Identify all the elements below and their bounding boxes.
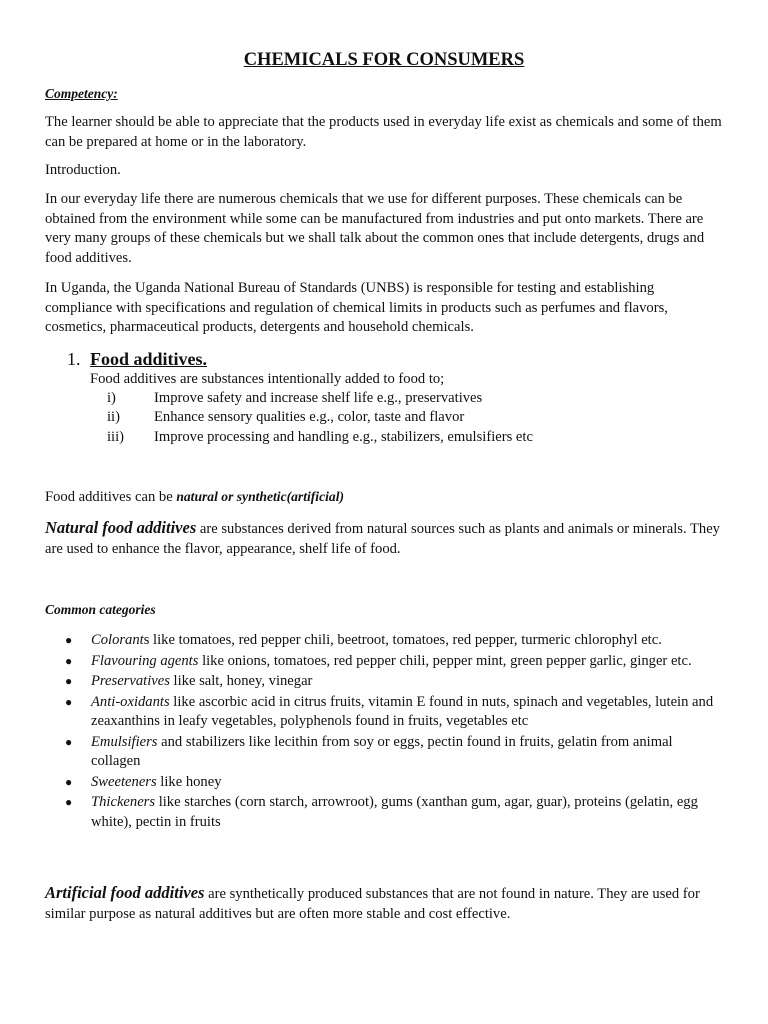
bullet-icon: ● bbox=[65, 653, 73, 668]
category-term: Anti-oxidants bbox=[91, 693, 170, 710]
intro-paragraph: In our everyday life there are numerous chemicals that we use for different purposes. These chemicals can be obtained from the environment while some can be manufactured from industries and put onto markets. There are very many groups of these chemicals but we shall talk about the common ones that include detergents, drugs and food additives. bbox=[45, 191, 705, 266]
natural-additives-paragraph bbox=[45, 518, 725, 559]
artificial-term: Artificial food additives bbox=[45, 883, 205, 902]
category-term: Flavouring agents bbox=[91, 652, 199, 669]
section-heading-text: Food additives. bbox=[90, 349, 208, 369]
list-item bbox=[45, 733, 725, 772]
purpose-marker: ii) bbox=[107, 409, 120, 425]
categories-list bbox=[45, 631, 725, 833]
types-emphasis: natural or synthetic(artificial) bbox=[176, 489, 344, 504]
page-title: CHEMICALS FOR CONSUMERS bbox=[243, 50, 525, 70]
list-item bbox=[45, 773, 725, 793]
bullet-icon: ● bbox=[65, 633, 73, 647]
list-item bbox=[45, 672, 725, 692]
category-text: like salt, honey, vinegar bbox=[169, 673, 313, 689]
competency-label: Competency: bbox=[45, 86, 118, 101]
purpose-text: Improve safety and increase shelf life e.g., preservatives bbox=[154, 390, 483, 406]
bullet-icon: ● bbox=[65, 694, 73, 709]
types-lead: Food additives can be bbox=[45, 489, 177, 505]
category-term: Sweeteners bbox=[91, 773, 157, 790]
bullet-icon: ● bbox=[65, 774, 73, 789]
category-text: like starches (corn starch, arrowroot), gums (xanthan gum, agar, guar), proteins (gelatin, egg white), pectin in fruits bbox=[91, 794, 698, 830]
bullet-icon: ● bbox=[65, 674, 73, 688]
list-item bbox=[45, 693, 725, 732]
list-item bbox=[45, 652, 725, 672]
category-term: Thickeners bbox=[91, 794, 156, 810]
category-text: and stabilizers like lecithin from soy or eggs, pectin found in fruits, gelatin from animal collagen bbox=[91, 733, 673, 769]
category-text: s like tomatoes, red pepper chili, beetroot, tomatoes, red pepper, turmeric chlorophyl etc. bbox=[143, 632, 662, 648]
natural-text: are substances derived from natural sources such as plants and animals or minerals. They are used to enhance the flavor, appearance, shelf life of food. bbox=[45, 521, 720, 557]
bullet-icon: ● bbox=[65, 795, 73, 809]
competency-text: The learner should be able to appreciate that the products used in everyday life exist as chemicals and some of them can be prepared at home or in the laboratory. bbox=[45, 114, 722, 150]
artificial-additives-paragraph bbox=[45, 883, 725, 924]
category-term: Colorant bbox=[91, 632, 144, 648]
artificial-text: are synthetically produced substances that are not found in nature. They are used for similar purpose as natural additives but are often more stable and cost effective. bbox=[45, 886, 700, 922]
category-term: Emulsifiers bbox=[91, 733, 158, 750]
section-heading-food-additives bbox=[67, 347, 747, 371]
natural-term: Natural food additives bbox=[45, 518, 197, 537]
category-term: Preservatives bbox=[91, 673, 170, 689]
category-text: like onions, tomatoes, red pepper chili, pepper mint, green pepper garlic, ginger etc. bbox=[198, 652, 692, 669]
purpose-text: Improve processing and handling e.g., stabilizers, emulsifiers etc bbox=[154, 429, 533, 445]
list-item bbox=[45, 631, 725, 651]
purpose-text: Enhance sensory qualities e.g., color, taste and flavor bbox=[154, 409, 465, 425]
additive-types-sentence bbox=[45, 487, 725, 508]
unbs-paragraph: In Uganda, the Uganda National Bureau of Standards (UNBS) is responsible for testing and establishing compliance with specifications and regulation of chemical limits in products such as perfumes and flavors, cosmetics, pharmaceutical products, detergents and household chemicals. bbox=[45, 280, 668, 335]
section-number: 1. bbox=[67, 349, 81, 369]
food-additives-definition: Food additives are substances intentionally added to food to; bbox=[90, 371, 445, 387]
common-categories-label: Common categories bbox=[45, 602, 156, 617]
category-text: like honey bbox=[156, 773, 222, 790]
purpose-marker: iii) bbox=[107, 429, 125, 445]
list-item bbox=[45, 793, 725, 832]
bullet-icon: ● bbox=[65, 734, 73, 749]
category-text: like ascorbic acid in citrus fruits, vitamin E found in nuts, spinach and vegetables, lutein and zeaxanthins in leafy vegetables, polyphenols found in fruits, vegetables etc bbox=[91, 693, 714, 729]
purpose-marker: i) bbox=[107, 390, 116, 406]
introduction-label: Introduction. bbox=[45, 162, 121, 178]
